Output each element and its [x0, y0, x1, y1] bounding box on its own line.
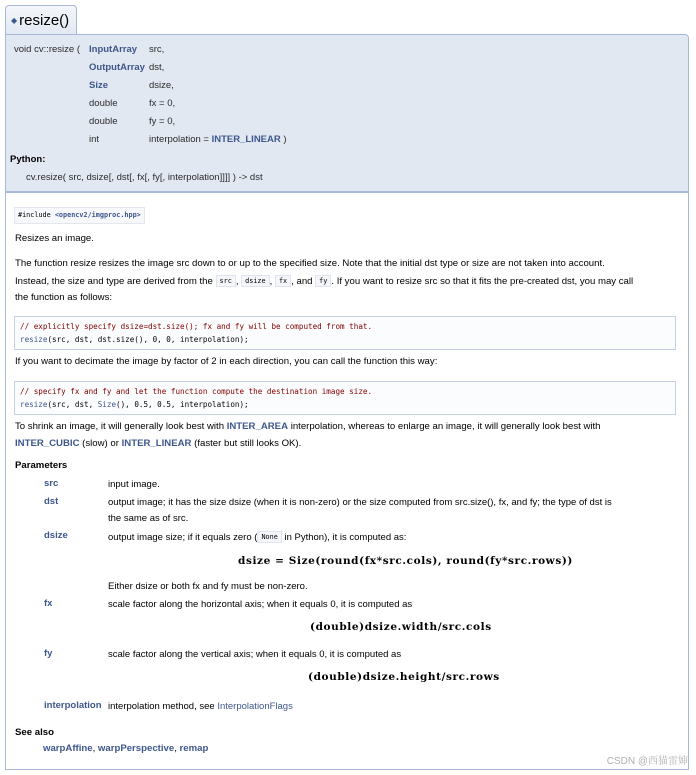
param-type-link[interactable]: Size [89, 80, 109, 91]
inter-linear-link[interactable]: INTER_LINEAR [121, 437, 192, 449]
param-name: fx = 0, [149, 98, 176, 109]
page-title: resize() [19, 12, 70, 29]
see-also-links: warpAffine, warpPerspective, remap [43, 743, 209, 754]
param-name: src, [149, 44, 165, 55]
inline-code: None [257, 531, 281, 543]
decimate-text: If you want to decimate the image by factor of 2 in each direction, you can call the function this way: [15, 356, 438, 367]
param-name: dst, [149, 62, 165, 73]
include-file-link[interactable]: <opencv2/imgproc.hpp> [54, 211, 141, 219]
return-type: void cv::resize ( [14, 44, 80, 55]
inline-code: fx [275, 275, 291, 287]
member-title-tab [5, 5, 77, 34]
inline-code: src [216, 275, 236, 287]
param-fx: fx [44, 598, 53, 609]
inline-code: dsize [241, 275, 269, 287]
close-paren: ) [283, 134, 287, 145]
param-interpolation-desc: interpolation method, see InterpolationFlags [108, 701, 293, 712]
param-dsize: dsize [44, 530, 68, 541]
resize-link[interactable]: resize [20, 400, 48, 409]
param-name: interpolation = [149, 134, 212, 145]
param-type: int [89, 134, 100, 145]
param-interpolation: interpolation [44, 700, 102, 711]
code-fragment: // explicitly specify dsize=dst.size(); fx and fy will be computed from that. resize(src, dst, dst.size(), 0, 0, interpolation); [14, 316, 676, 350]
param-dsize-note: Either dsize or both fx and fy must be non-zero. [108, 581, 308, 592]
fy-formula: (double)dsize.height/src.rows [308, 671, 500, 683]
interpolation-advice: To shrink an image, it will generally look best with INTER_AREA interpolation, whereas to enlarge an image, it will generally look best with INTER_CUBIC (slow) or INTER_LINEAR (faster but still looks OK). [15, 421, 601, 449]
python-signature: cv.resize( src, dsize[, dst[, fx[, fy[, interpolation]]]] ) -> dst [26, 172, 263, 183]
param-fy-desc: scale factor along the vertical axis; when it equals 0, it is computed as [108, 649, 402, 660]
resize-link[interactable]: resize [20, 335, 48, 344]
brief-description: Resizes an image. [15, 233, 94, 244]
function-prototype [5, 34, 689, 192]
dsize-formula: dsize = Size(round(fx*src.cols), round(fy*src.rows)) [238, 555, 573, 567]
inter-cubic-link[interactable]: INTER_CUBIC [15, 437, 80, 449]
param-dst-desc: output image; it has the size dsize (when it is non-zero) or the size computed from src.size(), fx, and fy; the type of dst is the same as of src. [108, 497, 612, 524]
interpolation-flags-link[interactable]: InterpolationFlags [217, 701, 293, 712]
param-fx-desc: scale factor along the horizontal axis; when it equals 0, it is computed as [108, 599, 413, 610]
param-type: double [89, 116, 118, 127]
param-type-link[interactable]: InputArray [89, 44, 138, 55]
see-also-heading: See also [15, 727, 54, 738]
param-name: fy = 0, [149, 116, 176, 127]
code-fragment: // specify fx and fy and let the function compute the destination image size. resize(src, dst, Size(), 0.5, 0.5, interpolation); [14, 381, 676, 415]
warp-affine-link[interactable]: warpAffine [43, 743, 93, 754]
inline-code: fy [315, 275, 331, 287]
watermark: CSDN @西猫雷婶 [606, 756, 688, 767]
param-src: src [44, 478, 59, 489]
param-src-desc: input image. [108, 479, 160, 490]
param-type: double [89, 98, 118, 109]
warp-perspective-link[interactable]: warpPerspective [97, 743, 175, 754]
parameters-heading: Parameters [15, 460, 68, 471]
param-dst: dst [44, 496, 59, 507]
include-line: #include <opencv2/imgproc.hpp> [14, 207, 145, 224]
remap-link[interactable]: remap [179, 743, 209, 754]
inter-area-link[interactable]: INTER_AREA [226, 421, 289, 432]
description: The function resize resizes the image src down to or up to the specified size. Note that the initial dst type or size are not taken into account. Instead, the size and type are derived from the src , dsize , fx , and fy . If you want to resize src so that it fits the pre-created dst, you may call the function as follows: [15, 258, 634, 303]
param-dsize-desc: output image size; if it equals zero ( None in Python), it is computed as: [108, 532, 407, 543]
fx-formula: (double)dsize.width/src.cols [310, 621, 492, 633]
param-name: dsize, [149, 80, 174, 91]
param-fy: fy [44, 648, 53, 659]
inter-linear-link[interactable]: INTER_LINEAR [211, 134, 281, 145]
param-type-link[interactable]: OutputArray [89, 62, 145, 73]
python-label: Python: [10, 154, 46, 165]
function-documentation [5, 192, 689, 770]
size-link[interactable]: Size [97, 400, 117, 409]
diamond-bullet-icon: ◆ [11, 16, 18, 25]
